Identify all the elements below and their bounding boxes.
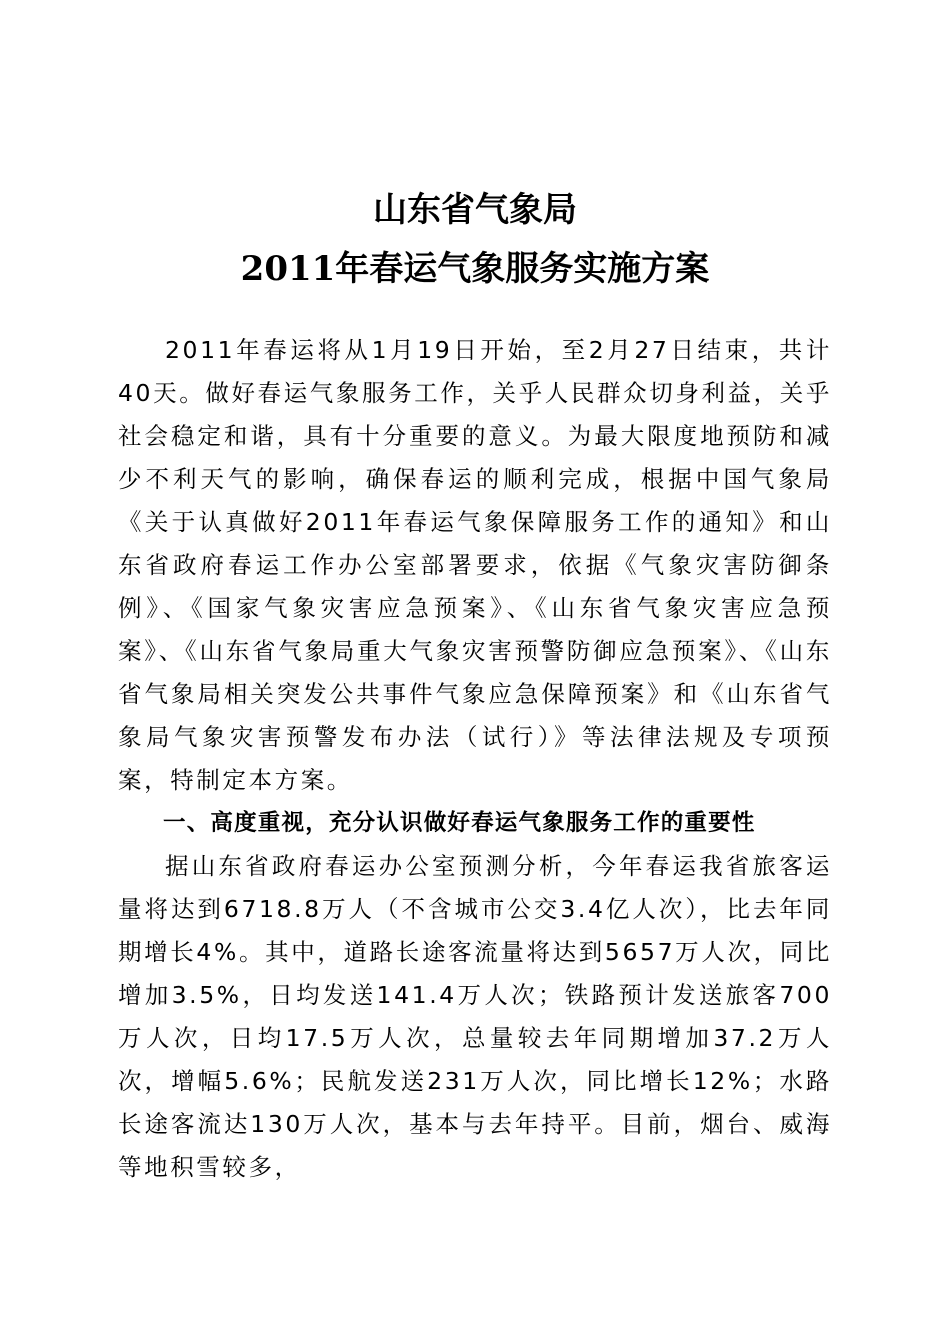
document-title-line-1: 山东省气象局 [373, 190, 577, 230]
section-1-paragraph: 据山东省政府春运办公室预测分析，今年春运我省旅客运量将达到6718.8万人（不含城市公交3.4亿人次），比去年同期增长4%。其中，道路长途客流量将达到5657万人次，同比增加3.5%，日均发送141.4万人次；铁路预计发送旅客700万人次，日均17.5万人次，总量较去年同期增加37.2万人次，增幅5.6%；民航发送231万人次，同比增长12%；水路长途客流达130万人次，基本与去年持平。目前，烟台、威海等地积雪较多， [118, 852, 832, 1181]
document-body [118, 329, 832, 1189]
intro-paragraph: 2011年春运将从1月19日开始，至2月27日结束，共计40天。做好春运气象服务工作，关乎人民群众切身利益，关乎社会稳定和谐，具有十分重要的意义。为最大限度地预防和减少不利天气的影响，确保春运的顺利完成，根据中国气象局《关于认真做好2011年春运气象保障服务工作的通知》和山东省政府春运工作办公室部署要求，依据《气象灾害防御条例》、《国家气象灾害应急预案》、《山东省气象灾害应急预案》、《山东省气象局重大气象灾害预警防御应急预案》、《山东省气象局相关突发公共事件气象应急保障预案》和《山东省气象局气象灾害预警发布办法（试行）》等法律法规及专项预案，特制定本方案。 [118, 336, 832, 794]
document-title-line-2: 2011年春运气象服务实施方案 [240, 249, 710, 289]
section-heading-1: 一、高度重视，充分认识做好春运气象服务工作的重要性 [163, 810, 756, 836]
